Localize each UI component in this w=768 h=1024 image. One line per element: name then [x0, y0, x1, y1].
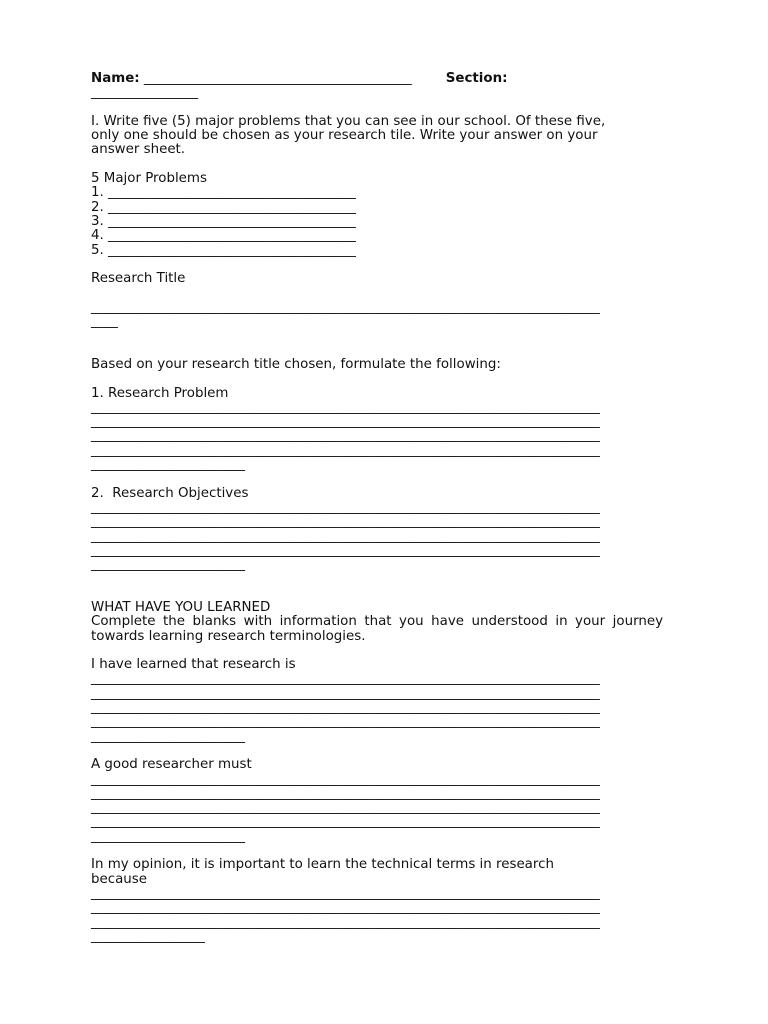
learned-research-blank[interactable]: _______________________ — [91, 728, 245, 744]
research-objectives-heading: 2. Research Objectives — [91, 485, 249, 501]
problem-blank-3[interactable]: 3. _____________________________________ — [91, 213, 356, 229]
learned-prompt-terms: because — [91, 871, 148, 887]
learned-researcher-blank[interactable]: ____________________________________________________________________________ — [91, 785, 600, 801]
problem-blank-5[interactable]: 5. _____________________________________ — [91, 242, 356, 258]
problems-heading: 5 Major Problems — [91, 171, 207, 187]
learned-terms-blank[interactable]: ____________________________________________________________________________ — [91, 885, 600, 901]
research-problem-blank[interactable]: _______________________ — [91, 457, 245, 473]
research-objectives-blank[interactable]: ____________________________________________________________________________ — [91, 528, 600, 544]
learned-research-blank[interactable]: ____________________________________________________________________________ — [91, 671, 600, 687]
research-problem-blank[interactable]: ____________________________________________________________________________ — [91, 442, 600, 458]
problem-blank-4[interactable]: 4. _____________________________________ — [91, 228, 356, 244]
name-label: Name: — [91, 71, 140, 86]
research-title-blank[interactable]: ____ — [91, 314, 118, 330]
learned-research-blank[interactable]: ____________________________________________________________________________ — [91, 714, 600, 730]
worksheet — [91, 72, 691, 944]
learned-instruction: Complete the blanks with information that you have understood in your journey towards learning research terminologies. — [91, 614, 663, 644]
instruction-line: answer sheet. — [91, 142, 186, 158]
learned-prompt-terms: In my opinion, it is important to learn the technical terms in research — [91, 857, 554, 873]
learned-researcher-blank[interactable]: ____________________________________________________________________________ — [91, 771, 600, 787]
section-label: Section: — [445, 71, 508, 86]
learned-researcher-blank[interactable]: ____________________________________________________________________________ — [91, 814, 600, 830]
learned-prompt-research: I have learned that research is — [91, 657, 296, 673]
learned-terms-blank[interactable]: ____________________________________________________________________________ — [91, 914, 600, 930]
problem-blank-1[interactable]: 1. _____________________________________ — [91, 185, 356, 201]
instruction-line: I. Write five (5) major problems that you can see in our school. Of these five, — [91, 113, 606, 129]
learned-terms-blank[interactable]: ____________________________________________________________________________ — [91, 900, 600, 916]
research-problem-heading: 1. Research Problem — [91, 385, 229, 401]
learned-research-blank[interactable]: ____________________________________________________________________________ — [91, 685, 600, 701]
learned-terms-blank[interactable]: _________________ — [91, 928, 205, 944]
learned-researcher-blank[interactable]: _______________________ — [91, 828, 245, 844]
problem-blank-2[interactable]: 2. _____________________________________ — [91, 199, 356, 215]
research-title-blank[interactable]: ____________________________________________________________________________ — [91, 299, 600, 315]
research-problem-blank[interactable]: ____________________________________________________________________________ — [91, 414, 600, 430]
formulate-intro: Based on your research title chosen, formulate the following: — [91, 356, 501, 372]
research-title-label: Research Title — [91, 271, 186, 287]
research-objectives-blank[interactable]: _______________________ — [91, 557, 245, 573]
research-problem-blank[interactable]: ____________________________________________________________________________ — [91, 428, 600, 444]
learned-heading: WHAT HAVE YOU LEARNED — [91, 599, 271, 615]
learned-prompt-researcher: A good researcher must — [91, 757, 252, 773]
learned-research-blank[interactable]: ____________________________________________________________________________ — [91, 700, 600, 716]
research-objectives-blank[interactable]: ____________________________________________________________________________ — [91, 542, 600, 558]
research-problem-blank[interactable]: ____________________________________________________________________________ — [91, 399, 600, 415]
instruction-line: only one should be chosen as your research tile. Write your answer on your — [91, 128, 598, 144]
section-blank[interactable]: ________________ — [91, 85, 199, 101]
research-objectives-blank[interactable]: ____________________________________________________________________________ — [91, 499, 600, 515]
name-section-row — [91, 72, 691, 86]
research-objectives-blank[interactable]: ____________________________________________________________________________ — [91, 514, 600, 530]
learned-researcher-blank[interactable]: ____________________________________________________________________________ — [91, 800, 600, 816]
name-blank[interactable]: ________________________________________ — [139, 71, 412, 86]
